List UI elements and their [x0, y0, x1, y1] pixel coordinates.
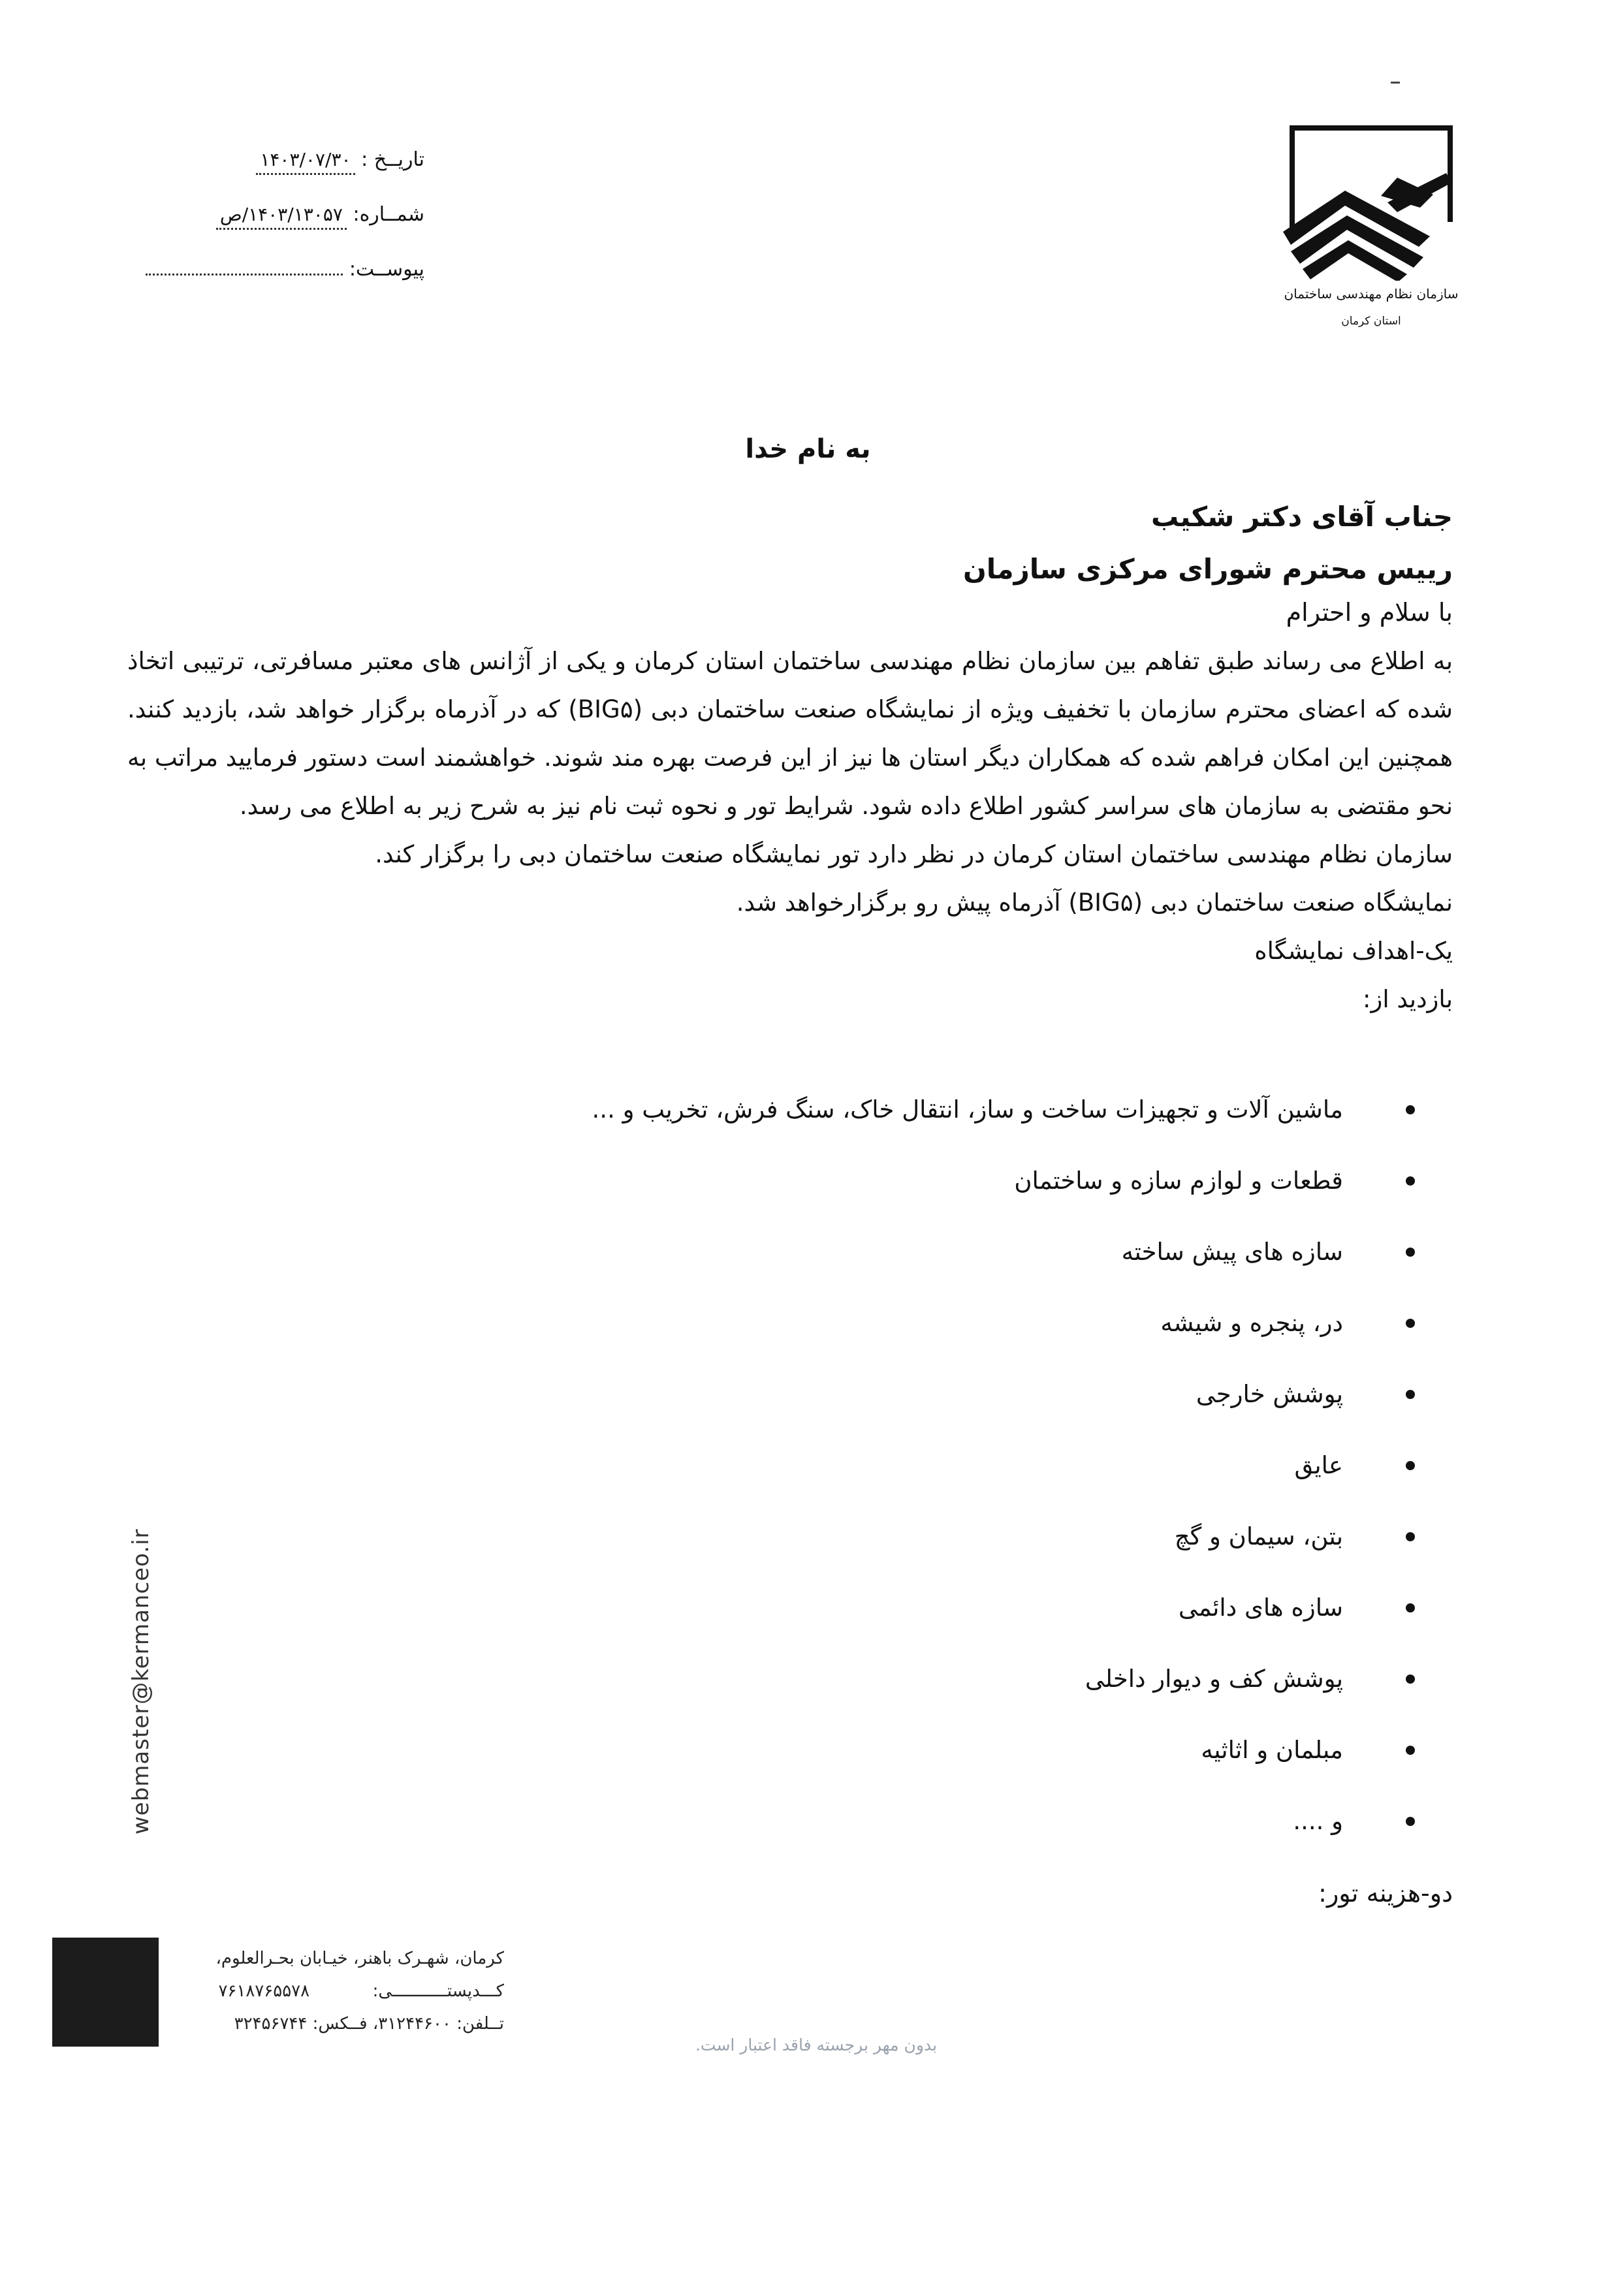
body-line-2: نمایشگاه صنعت ساختمان دبی (BIG۵) آذرماه پیش رو برگزارخواهد شد.: [736, 889, 1453, 917]
list-item: بتن، سیمان و گچ: [127, 1511, 1415, 1582]
organization-logo: [1280, 118, 1463, 328]
recipient-name: جناب آقای دکتر شکیب: [1151, 501, 1453, 533]
logo-emblem-icon: [1283, 118, 1459, 281]
list-item: قطعات و لوازم سازه و ساختمان: [127, 1155, 1415, 1226]
bullet-icon: [1406, 1675, 1415, 1684]
date-label: تاریــخ :: [361, 148, 424, 171]
footer-postal-label: کـــدپستـــــــــــی:: [372, 1981, 504, 2001]
body-line-1: سازمان نظام مهندسی ساختمان استان کرمان در نظر دارد تور نمایشگاه صنعت ساختمان دبی را برگزار کند.: [375, 840, 1453, 868]
bullet-icon: [1406, 1105, 1415, 1114]
attachment-row: [118, 250, 424, 305]
number-value: ۱۴۰۳/۱۳۰۵۷/ص: [216, 202, 347, 230]
date-value: ۱۴۰۳/۰۷/۳۰: [256, 147, 355, 175]
bullet-icon: [1406, 1746, 1415, 1755]
bullet-icon: [1406, 1817, 1415, 1826]
footer-phone-line: تــلفن: ۳۱۲۴۴۶۰۰، فــکس: ۳۲۴۵۶۷۴۴: [234, 2014, 504, 2034]
list-item: مبلمان و اثاثیه: [127, 1724, 1415, 1795]
section-heading-cost: دو-هزینه تور:: [1318, 1879, 1453, 1908]
logo-org-name: سازمان نظام مهندسی ساختمان: [1284, 286, 1459, 302]
bullet-icon: [1406, 1532, 1415, 1541]
footer-postal-value: ۷۶۱۸۷۶۵۵۷۸: [218, 1981, 310, 2001]
letter-title: به نام خدا: [745, 434, 871, 464]
footer-address-line: کرمان، شهـرک باهنر، خیـابان بحـرالعلوم،: [215, 1949, 504, 1968]
list-item: در، پنجره و شیشه: [127, 1297, 1415, 1368]
bullet-icon: [1406, 1603, 1415, 1612]
date-row: [118, 140, 424, 195]
list-item: عایق: [127, 1439, 1415, 1511]
visit-intro: بازدید از:: [1362, 985, 1453, 1013]
number-label: شمــاره:: [353, 203, 424, 226]
greeting: با سلام و احترام: [1286, 598, 1453, 627]
recipient: [127, 491, 1453, 595]
list-item: سازه های دائمی: [127, 1582, 1415, 1653]
visit-items-list: [127, 1084, 1415, 1866]
attachment-label: پیوســت:: [349, 258, 424, 281]
logo-province: استان کرمان: [1341, 315, 1401, 328]
list-item: سازه های پیش ساخته: [127, 1226, 1415, 1297]
bullet-icon: [1406, 1461, 1415, 1470]
footer-address: [171, 1942, 504, 2040]
footer-black-block: [52, 1938, 159, 2047]
list-item: ماشین آلات و تجهیزات ساخت و ساز، انتقال خاک، سنگ فرش، تخریب و ...: [127, 1084, 1415, 1155]
list-item: و ....: [127, 1795, 1415, 1866]
list-item: پوشش خارجی: [127, 1368, 1415, 1439]
bullet-icon: [1406, 1319, 1415, 1328]
number-row: [118, 195, 424, 250]
body-paragraph: [127, 637, 1453, 1024]
bullet-icon: [1406, 1248, 1415, 1257]
bullet-icon: [1406, 1176, 1415, 1186]
letter-meta: [118, 140, 424, 305]
list-item: پوشش کف و دیوار داخلی: [127, 1653, 1415, 1724]
footer-postal-line: [171, 1975, 504, 2007]
attachment-value: [146, 274, 343, 275]
section-heading-goals: یک-اهداف نمایشگاه: [1254, 937, 1453, 965]
bullet-icon: [1406, 1390, 1415, 1399]
scan-mark: [1391, 82, 1400, 84]
recipient-position: رییس محترم شورای مرکزی سازمان: [962, 553, 1453, 585]
body-paragraph-text: به اطلاع می رساند طبق تفاهم بین سازمان نظام مهندسی ساختمان استان کرمان و یکی از آژانس های معتبر مسافرتی، ترتیبی اتخاذ شده که اعضای محترم سازمان با تخفیف ویژه از نمایشگاه صنعت ساختمان دبی (BIG۵) که در آذرماه برگزار خواهد شد، بازدید کنند. همچنین این امکان فراهم شده که همکاران دیگر استان ها نیز از این فرصت بهره مند شوند. خواهشمند است دستور فرمایید مراتب به نحو مقتضی به سازمان های سراسر کشور اطلاع داده شود. شرایط تور و نحوه ثبت نام نیز به شرح زیر به اطلاع می رسد.: [127, 647, 1453, 820]
stamp-note: بدون مهر برجسته فاقد اعتبار است.: [695, 2036, 938, 2054]
side-email-text: webmaster@kermanceo.ir: [128, 1528, 154, 1834]
